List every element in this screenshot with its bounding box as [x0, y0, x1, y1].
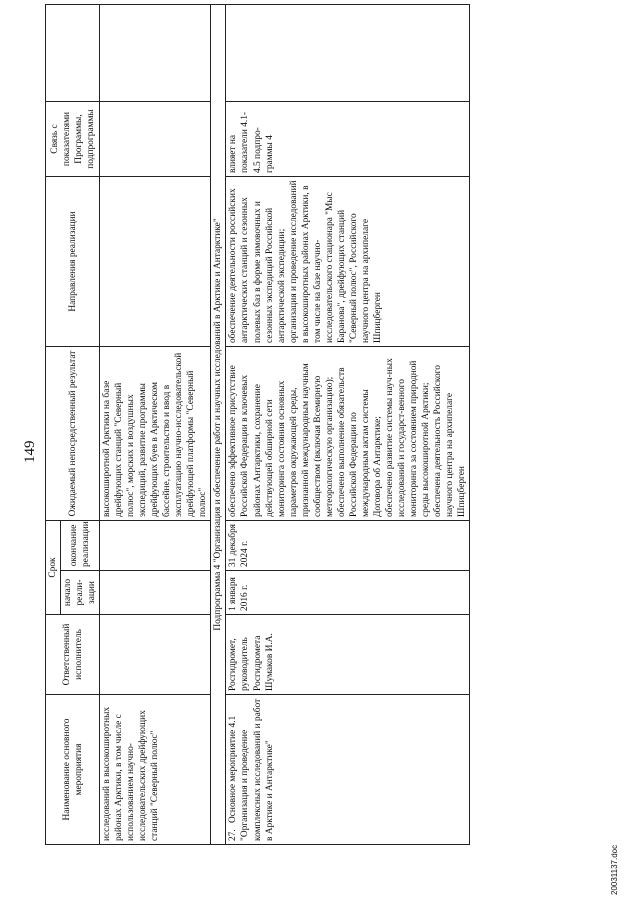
header-empty: [46, 5, 100, 102]
subprogram-row: [211, 5, 226, 845]
row27-result-item: обеспечена деятельность Российского научного центра на архипелаге Шпицберген: [432, 365, 468, 517]
page-number: 149: [22, 440, 38, 463]
header-row: [46, 5, 61, 845]
row27-directions: [226, 177, 470, 347]
row27-result-item: обеспечено развитие системы науч-ных исследований и государст-венного мониторинга за состоянием природной среды высокоширотной Арктики;: [384, 358, 431, 517]
row27-result: [226, 347, 470, 521]
row27-end: 31 декабря 2024 г.: [226, 521, 470, 571]
cont-name: исследований в высокоширотных районах Арктики, в том числе с использованием научно-исследовательских дрейфующих станций "Северный полюс": [100, 695, 211, 845]
header-start: начало реали-зации: [61, 571, 100, 615]
row27-executor: Росгидромет, руководитель Росгидромета Шумаков И.А.: [226, 615, 470, 695]
subprogram-title: Подпрограмма 4 "Организация и обеспечение работ и научных исследований в Арктике и Антарктике": [211, 5, 226, 845]
header-directions: Направления реализации: [46, 177, 100, 347]
header-result: Ожидаемый непосредственный результат: [46, 347, 100, 521]
row27-link: влияет на показатели 4.1- 4.5 подпро-граммы 4: [226, 102, 470, 177]
table-row-continuation: [100, 5, 211, 845]
row27-direction-item: обеспечение деятельности российских антарктических станций и сезонных полевых баз в форме зимовочных и сезонных экспедиций Российской антарктической экспедиции;: [228, 188, 287, 343]
row27-result-item: обеспечено выполнение обязательств Российской Федерации по международным актам системы Договора об Антарктике;: [336, 367, 383, 517]
row27-name: Основное мероприятие 4.1 "Организация и проведение комплексных исследований и работ в Арктике и Антарктике": [228, 698, 275, 841]
header-term: Срок: [46, 521, 61, 615]
row27-name-cell: [226, 695, 470, 845]
program-table: [45, 4, 470, 845]
table-row-27: [226, 5, 470, 845]
row27-number: 27.: [228, 829, 239, 841]
row27-direction-item: организация и проведение исследований в высокоширотных районах Арктики, в том числе на базе научно-исследовательского стационара "Мыс Баранова", дрейфующих станций "Северный полюс", Российского научного центра на архипелаге Шпицберген: [288, 180, 383, 343]
header-name: Наименование основного мероприятия: [46, 695, 100, 845]
row27-start: 1 января 2016 г.: [226, 571, 470, 615]
cont-result: высокоширотной Арктики на базе дрейфующих станций "Северный полюс", морских и воздушных экспедиций, развитие программы дрейфующих буев в Арктическом бассейне, строительство и ввод в эксплуатацию научно-исследовательской дрейфующей платформы "Северный полюс": [100, 347, 211, 521]
header-link: Связь с показателями Программы, подпрограммы: [46, 102, 100, 177]
row27-result-item: обеспечено эффективное присутствие Российской Федерации в ключевых районах Антарктики, сохранение действующей обширной сети мониторинга состояния основных параметров окружающей среды, признанной международным научным сообществом (включая Всемирную метеорологическую организацию);: [228, 363, 335, 517]
header-end: окончание реализации: [61, 521, 100, 571]
footer-code: 20031137.doc: [610, 844, 619, 895]
header-executor: Ответственный исполнитель: [46, 615, 100, 695]
